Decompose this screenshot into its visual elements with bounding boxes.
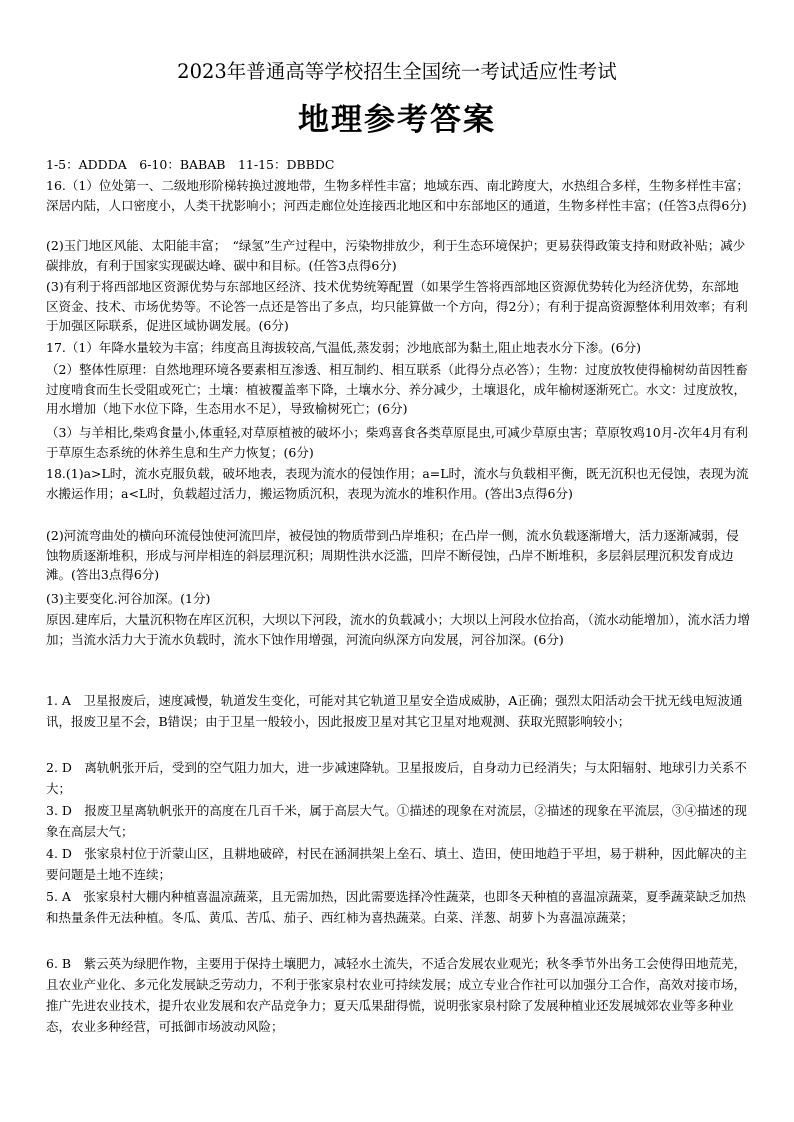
answer-17-3: （3）与羊相比,柴鸡食量小,体重轻,对草原植被的破坏小；柴鸡喜食各类草原昆虫,可减少草原虫害；草原牧鸡10月-次年4月有利于草原生态系统的休养生息和生产力恢复；(6分) (46, 425, 748, 460)
answer-16-2: (2)玉门地区风能、太阳能丰富； “绿氢”生产过程中，污染物排放少，利于生态环境保护；更易获得政策支持和财政补贴；减少碳排放，有利于国家实现碳达峰、碳中和目标。(任答3点得6分) (46, 238, 746, 273)
answer-18-3-reason: 原因.建库后，大量沉积物在库区沉积，大坝以下河段，流水的负载减小；大坝以上河段水位抬高，（流水动能增加），流水活力增加；当流水活力大于流水负载时，流水下蚀作用增强，河流向纵深方向发展，河谷加深。(6分) (46, 612, 750, 647)
answer-key-heading: 地理参考答案 (298, 102, 496, 138)
answer-17-2: （2）整体性原理：自然地理环境各要素相互渗透、相互制约、相互联系（此得分点必答）；生物：过度放牧使得榆树幼苗因牲畜过度啃食而生长受阻或死亡；土壤：植被覆盖率下降，土壤水分、养分减少，土壤退化，成年榆树逐渐死亡。水文：过度放牧，用水增加（地下水位下降，生态用水不足），导致榆树死亡；(6分) (46, 362, 748, 416)
mcq-answers: 1-5：ADDDA 6-10：BABAB 11-15：DBBDC (46, 157, 335, 172)
answer-16-1: 16.（1）位处第一、二级地形阶梯转换过渡地带，生物多样性丰富；地域东西、南北跨度大，水热组合多样，生物多样性丰富；深居内陆，人口密度小，人类干扰影响小；河西走廊位处连接西北地区和中东部地区的通道，生物多样性丰富；(任答3点得6分) (46, 178, 749, 213)
explanation-5: 5. A 张家泉村大棚内种植喜温凉蔬菜，且无需加热，因此需要选择冷性蔬菜，也即冬天种植的喜温凉蔬菜，夏季蔬菜缺乏加热和热量条件无法种植。冬瓜、黄瓜、苦瓜、茄子、西红柿为喜热蔬菜。白菜、洋葱、胡萝卜为喜温凉蔬菜； (46, 889, 746, 925)
exam-title: 2023年普通高等学校招生全国统一考试适应性考试 (177, 60, 617, 83)
explanation-3: 3. D 报废卫星离轨帆张开的高度在几百千米，属于高层大气。①描述的现象在对流层，②描述的现象在平流层，③④描述的现象在高层大气； (46, 803, 747, 839)
answer-18-1: 18.(1)a>L时，流水克服负载，破坏地表，表现为流水的侵蚀作用；a=L时，流水与负载相平衡，既无沉积也无侵蚀，表现为流水搬运作用；a<L时，负载超过活力，搬运物质沉积，表现为流水的堆积作用。(答出3点得6分) (46, 466, 749, 501)
explanation-2: 2. D 离轨帆张开后，受到的空气阻力加大，进一步减速降轨。卫星报废后，自身动力已经消失；与太阳辐射、地球引力关系不大； (46, 760, 747, 796)
answer-17-1: 17.（1）年降水量较为丰富；纬度高且海拔较高,气温低,蒸发弱；沙地底部为黏土,阻止地表水分下渗。(6分) (46, 340, 641, 355)
explanation-6: 6. B 紫云英为绿肥作物，主要用于保持土壤肥力，减轻水土流失，不适合发展农业观光；秋冬季节外出务工会使得田地荒芜，且农业产业化、多元化发展缺乏劳动力，不利于张家泉村农业可持续发展；成立专业合作社可以加强分工合作，高效对接市场，推广先进农业技术，提升农业发展和农产品竞争力；夏天瓜果甜得慌，说明张家泉村除了发展种植业还发展城郊农业等多种业态，农业多种经营，可抵御市场波动风险； (46, 956, 747, 1034)
explanation-1: 1. A 卫星报废后，速度减慢，轨道发生变化，可能对其它轨道卫星安全造成威胁，A正确；强烈太阳活动会干扰无线电短波通讯，报废卫星不会，B错误；由于卫星一般较小，因此报废卫星对其它卫星对地观测、获取光照影响较小； (46, 693, 743, 729)
answer-18-3-change: (3)主要变化.河谷加深。(1分) (46, 591, 211, 606)
answer-16-3: (3)有利于将西部地区资源优势与东部地区经济、技术优势统筹配置（如果学生答将西部地区资源优势转化为经济优势，东部地区资金、技术、市场优势等。不论答一点还是答出了多点，均只能算做一个方向，得2分）；有利于提高资源整体利用效率；有利于加强区际联系，促进区域协调发展。(6分) (46, 279, 748, 333)
explanation-4: 4. D 张家泉村位于沂蒙山区，且耕地破碎，村民在涵洞拱架上垒石、填土、造田，使田地趋于平坦，易于耕种，因此解决的主要问题是土地不连续； (46, 846, 747, 882)
answer-18-2: (2)河流弯曲处的横向环流侵蚀使河流凹岸，被侵蚀的物质带到凸岸堆积；在凸岸一侧，流水负载逐渐增大，活力逐渐减弱，侵蚀物质逐渐堆积，形成与河岸相连的斜层理沉积；周期性洪水泛滥，凹岸不断侵蚀，凸岸不断堆积，多层斜层理沉积发育成边滩。(答出3点得6分) (46, 528, 739, 582)
